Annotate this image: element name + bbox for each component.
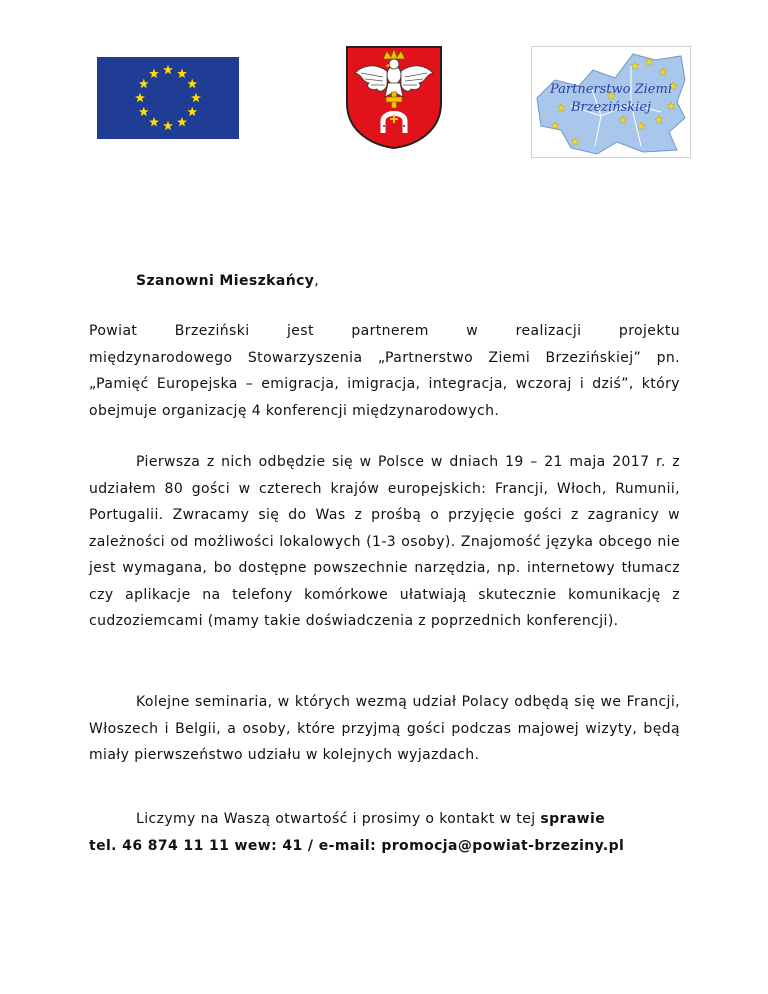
paragraph-3 [89,689,680,769]
closing-bold: sprawie [540,811,606,827]
partner-logo-line2: Brzezińskiej [570,100,652,115]
greeting-punct: , [314,273,320,289]
closing-line [89,806,680,833]
eagle-shield-icon [345,45,443,149]
greeting-text: Szanowni Mieszkańcy [136,273,315,289]
paragraph-1-line-1: Powiat Brzeziński jest partnerem w realizacji projektu [89,323,680,339]
paragraph-2 [89,449,680,635]
paragraph-1-body: międzynarodowego Stowarzyszenia „Partnerstwo Ziemi Brzezińskiej” pn. „Pamięć Europejska – emigracja, imigracja, integracja, wczoraj i dziś”, który obejmuje organizację 4 konferencji międzynarodowych. [89,349,680,419]
closing [89,806,680,859]
partner-logo-line1: Partnerstwo Ziemi [550,82,672,97]
eu-flag-icon [97,57,239,139]
contact-line: tel. 46 874 11 11 wew: 41 / e-mail: promocja@powiat-brzeziny.pl [89,837,625,854]
paragraph-1 [89,318,680,424]
paragraph-2-body: Pierwsza z nich odbędzie się w Polsce w dniach 19 – 21 maja 2017 r. z udziałem 80 gości w czterech krajów europejskich: Francji, Włoch, Rumunii, Portugalii. Zwracamy się do Was z prośbą o przyjęcie gości z zagranicy w zależności od możliwości lokalowych (1-3 osoby). Znajomość języka obcego nie jest wymagana, bo dostępne powszechnie narzędzia, np. internetowy tłumacz czy aplikacje na telefony komórkowe ułatwiają skutecznie komunikację z cudzoziemcami (mamy takie doświadczenia z poprzednich konferencji). [89,454,680,629]
closing-text: Liczymy na Waszą otwartość i prosimy o kontakt w tej [136,811,541,827]
greeting [136,273,319,289]
eu-flag-logo [97,57,239,139]
paragraph-3-body: Kolejne seminaria, w których wezmą udział Polacy odbędą się we Francji, Włoszech i Belgii, a osoby, które przyjmą gości podczas majowej wizyty, będą miały pierwszeństwo udziału w kolejnych wyjazdach. [89,694,680,763]
coat-of-arms-logo [345,45,443,149]
partnerstwo-logo [531,46,691,158]
